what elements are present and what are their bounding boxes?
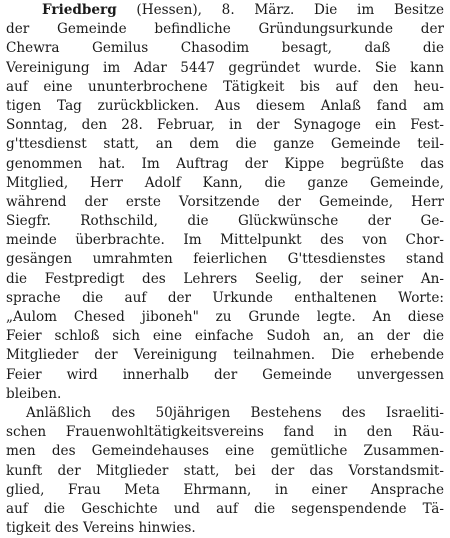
article-line-27: auf die Geschichte und auf die segenspendende Tä- xyxy=(6,500,444,517)
article-line-20: Feier wird innerhalb der Gemeinde unvergessen xyxy=(6,366,444,383)
article-line-13: meinde überbrachte. Im Mittelpunkt des von Chor- xyxy=(6,232,444,249)
article-line-8: g'ttesdienst statt, an dem die ganze Gemeinde teil- xyxy=(6,136,444,153)
article-line-17: „Aulom Chesed jiboneh" zu Grunde legte. An diese xyxy=(6,309,444,325)
article-line-14: gesängen umrahmten feierlichen G'ttesdienstes stand xyxy=(6,251,444,268)
article-line-4: Vereinigung im Adar 5447 gegründet wurde. Sie kann xyxy=(6,59,444,76)
article-line-28: tigkeit des Vereins hinwies. xyxy=(6,520,196,537)
article-line-1 xyxy=(6,1,444,20)
article-line-23: schen Frauenwohltätigkeitsvereins fand in den Räu- xyxy=(6,424,444,441)
article-line-24: men des Gemeindehauses eine gemütliche Zusammen- xyxy=(6,443,444,460)
article-line-16: sprache die auf der Urkunde enthaltenen Worte: xyxy=(6,289,444,306)
article-line-19: Mitglieder der Vereinigung teilnahmen. Die erhebende xyxy=(6,347,444,364)
article-line-26: glied, Frau Meta Ehrmann, in einer Ansprache xyxy=(6,481,444,498)
article-line-7: Sonntag, den 28. Februar, in der Synagoge ein Fest- xyxy=(6,117,444,134)
article-line-2: der Gemeinde befindliche Gründungsurkunde der xyxy=(6,21,444,38)
article-line-9: genommen hat. Im Auftrag der Kippe begrüßte das xyxy=(6,155,444,172)
article-place: Friedberg xyxy=(42,2,117,18)
newspaper-article xyxy=(6,1,444,538)
article-line-5: auf eine ununterbrochene Tätigkeit bis auf den heu- xyxy=(6,78,444,95)
article-dateline: (Hessen), 8. März. Die im Besitze xyxy=(116,2,444,18)
article-line-6: tigen Tag zurückblicken. Aus diesem Anlaß fand am xyxy=(6,97,444,114)
article-line-25: kunft der Mitglieder statt, bei der das Vorstandsmit- xyxy=(6,462,444,479)
article-line-18: Feier schloß sich eine einfache Sudoh an, an der die xyxy=(6,328,444,345)
article-line-22: Anläßlich des 50jährigen Bestehens des Israeliti- xyxy=(26,404,444,421)
article-line-21: bleiben. xyxy=(6,385,62,402)
article-line-3: Chewra Gemilus Chasodim besagt, daß die xyxy=(6,40,444,57)
article-line-15: die Festpredigt des Lehrers Seelig, der seiner An- xyxy=(6,270,444,287)
article-line-11: während der erste Vorsitzende der Gemeinde, Herr xyxy=(6,193,444,210)
article-line-10: Mitglied, Herr Adolf Kann, die ganze Gemeinde, xyxy=(6,174,444,191)
article-line-12: Siegfr. Rothschild, die Glückwünsche der Ge- xyxy=(6,213,444,230)
